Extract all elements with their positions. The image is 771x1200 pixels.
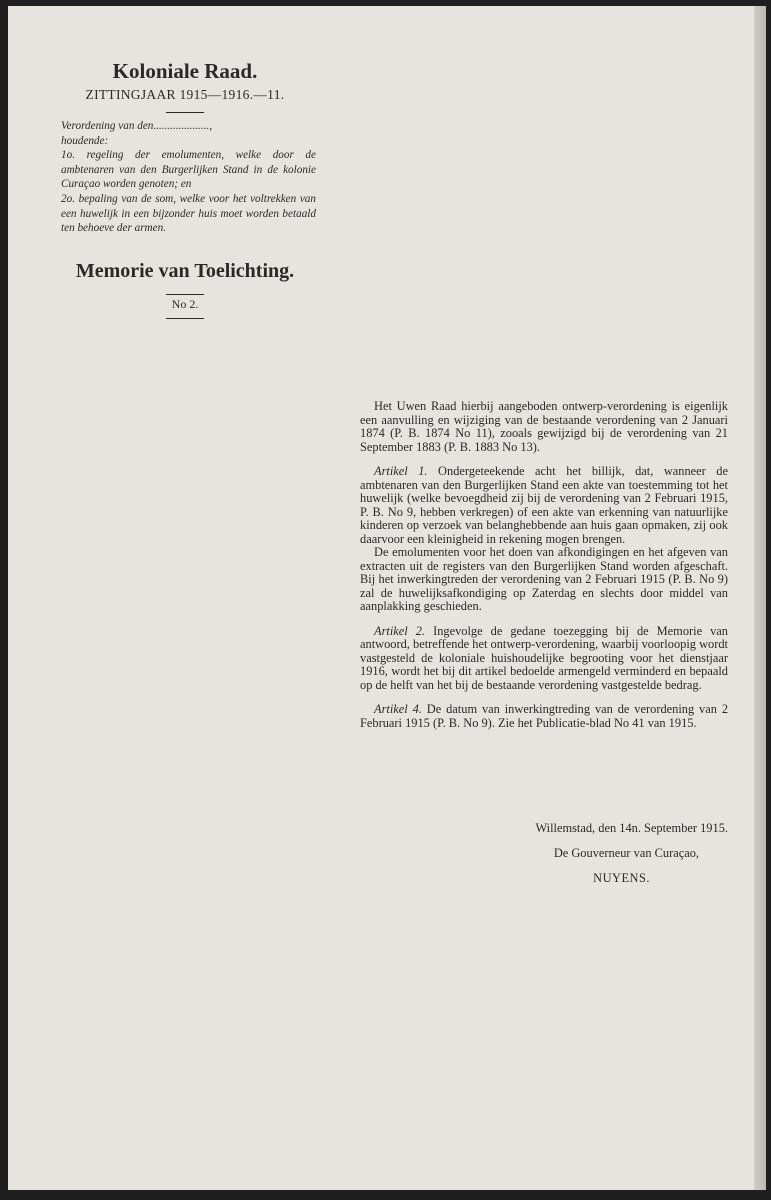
paragraph-emolumenten: De emolumenten voor het doen van afkondigingen en het afgeven van extracten uit de registers van den Burgerlijken Stand worden afgeschaft. Bij het inwerkingtreden der verordening van 2 Februari 1915 (P. B. No 9) zal de huwelijksafkondiging op Zaterdag en slechts door middel van aanplakking geschieden. [360,545,728,613]
paragraph-article-1 [360,465,728,546]
council-title: Koloniale Raad. [112,59,258,83]
signature-office: De Gouverneur van Curaçao, [553,846,699,860]
memorie-number: No 2. [171,296,199,311]
memorie-title: Memorie van Toelichting. [75,259,295,282]
body-text [360,400,728,730]
article-2-text: Ingevolge de gedane toezegging bij de Memorie van antwoord, betreffende het ontwerp-verordening, waarbij voorloopig wordt vastgesteld de koloniale huishoudelijke begrooting voor het dienstjaar 1916, wordt het bij dit artikel bedoelde armengeld verminderd en bepaald op de helft van het bij de bestaande verordening vastgestelde bedrag. [360,623,728,692]
left-column [54,58,316,319]
ordinance-item-2: 2o. bepaling van de som, welke voor het voltrekken van een huwelijk in een bijzonder huis moet worden betaald ten behoeve der armen. [61,192,316,235]
article-1-text: Ondergeteekende acht het billijk, dat, wanneer de ambtenaren van den Burgerlijken Stand een akte van toestemming tot het huwelijk (welke bevoegdheid zij bij de verordening van 2 Februari 1915, P. B. No 9, hebben verkregen) of een akte van erkenning van natuurlijke kinderen op verzoek van belanghebbende aan huis gaan opmaken, zij ook daarvoor een kleinigheid in rekening mogen brengen. [360,464,728,546]
page-edge [754,6,766,1190]
article-4-label: Artikel 4. [374,702,422,716]
paragraph-article-2 [360,625,728,693]
paragraph-intro: Het Uwen Raad hierbij aangeboden ontwerp-verordening is eigenlijk een aanvulling en wijziging van de bestaande verordening van 2 Januari 1874 (P. B. 1874 No 11), zooals gewijzigd bij de verordening van 21 September 1883 (P. B. 1883 No 13). [360,399,728,454]
signature-place-date: Willemstad, den 14n. September 1915. [535,821,728,835]
ordinance-houdende: houdende: [61,134,109,147]
signature-name: NUYENS. [593,871,650,885]
session-year: ZITTINGJAAR 1915—1916.—11. [85,87,285,102]
divider [166,318,204,319]
divider [166,294,204,295]
ordinance-item-1: 1o. regeling der emolumenten, welke door de ambtenaren van den Burgerlijken Stand in de kolonie Curaçao worden genoten; en [61,149,316,191]
ordinance-summary [61,119,316,236]
article-2-label: Artikel 2. [374,623,426,638]
divider [166,112,204,113]
ordinance-intro: Verordening van den...................., [61,120,213,132]
article-4-text: De datum van inwerkingtreding van de verordening van 2 Februari 1915 (P. B. No 9). Zie het Publicatie-blad No 41 van 1915. [360,702,729,730]
article-1-label: Artikel 1. [374,464,428,478]
paragraph-article-4 [360,703,728,730]
